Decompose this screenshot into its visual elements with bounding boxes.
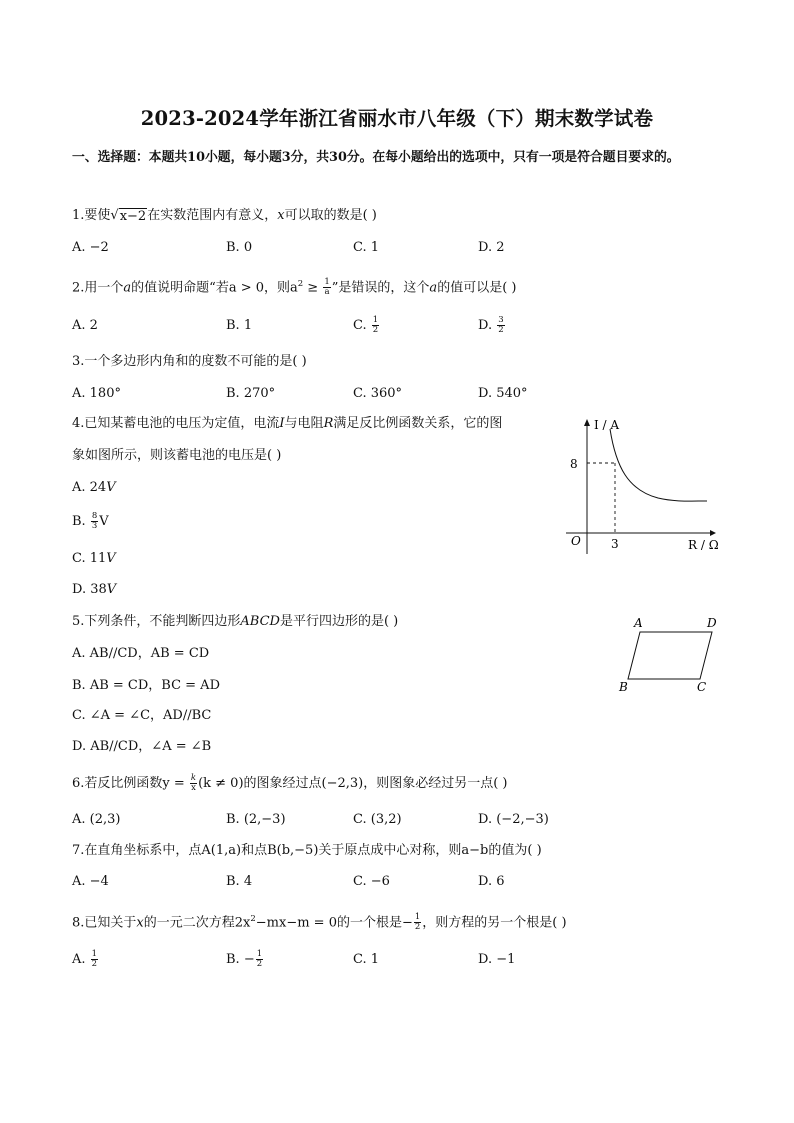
option-a[interactable]: A. 24V [72, 480, 116, 495]
option-b[interactable]: B. − $\frac{1}{2}$ [226, 949, 263, 969]
fraction: $\frac{1}{a}$ [324, 277, 330, 298]
page-title: 2023-2024学年浙江省丽水市八年级（下）期末数学试卷 [140, 107, 654, 130]
parallelogram-figure [612, 612, 732, 698]
question-4-line-2: 象如图所示，则该蓄电池的电压是( ) [72, 448, 282, 463]
section-heading: 一、选择题：本题共10小题，每小题3分，共30分。在每小题给出的选项中，只有一项是符合题目要求的。 [72, 150, 680, 165]
option-c[interactable]: C. 1 [353, 952, 380, 967]
option-b[interactable]: B. (2,−3) [226, 812, 286, 827]
question-1: 1.要使 √ x−2 在实数范围内有意义，x可以取的数是( ) [72, 207, 377, 224]
question-6-options [72, 810, 712, 830]
option-d[interactable]: D. 38V [72, 582, 117, 597]
origin-label: O [571, 534, 581, 548]
question-6: 6.若反比例函数y = $\frac{k}{x}$ (k ≠ 0)的图象经过点(−2,3)，则图象必经过另一点( ) [72, 773, 508, 793]
option-a[interactable]: A. 2 [72, 318, 98, 333]
question-3-options [72, 384, 712, 404]
fraction: $\frac{1}{2}$ [414, 912, 421, 933]
vertex-c: C [697, 680, 707, 694]
fraction: $\frac{k}{x}$ [190, 773, 197, 793]
option-c[interactable]: C. 1 [353, 240, 380, 255]
x-tick-label: 3 [611, 537, 619, 551]
option-d[interactable]: D. 540° [478, 386, 528, 401]
question-7: 7.在直角坐标系中，点A(1,a)和点B(b,−5)关于原点成中心对称，则a−b的值为( ) [72, 843, 542, 858]
option-c[interactable]: C. 11V [72, 551, 116, 566]
option-a[interactable]: A. −2 [72, 240, 109, 255]
option-c[interactable]: C. −6 [353, 874, 390, 889]
question-5: 5.下列条件，不能判断四边形ABCD是平行四边形的是( ) [72, 614, 399, 629]
option-c[interactable]: C. 360° [353, 386, 403, 401]
option-d[interactable]: D. 6 [478, 874, 505, 889]
inverse-curve [610, 429, 707, 501]
option-a[interactable]: A. $\frac{1}{2}$ [72, 949, 98, 969]
vertex-a: A [634, 616, 643, 630]
question-2: 2.用一个a的值说明命题“若a > 0，则$a^2$ ≥ $\frac{1}{a}$ ”是错误的，这个a的值可以是( ) [72, 277, 517, 298]
option-b[interactable]: B. $\frac{8}{3}$ V [72, 511, 109, 531]
parallelogram [628, 632, 712, 679]
option-d[interactable]: D. $\frac{3}{2}$ [478, 315, 504, 335]
x-axis-label: R / Ω [688, 538, 719, 552]
option-c[interactable]: C. $\frac{1}{2}$ [353, 315, 379, 335]
vertex-d: D [707, 616, 717, 630]
question-8: 8.已知关于x的一元二次方程$2x^2-mx-m = 0$的一个根是− $\frac{1}{2}$ ，则方程的另一个根是( ) [72, 912, 567, 933]
x-axis-arrow [710, 530, 716, 536]
option-b[interactable]: B. 270° [226, 386, 276, 401]
option-c[interactable]: C. ∠A = ∠C，AD//BC [72, 708, 212, 723]
y-tick-label: 8 [570, 457, 578, 471]
option-a[interactable]: A. (2,3) [72, 812, 121, 827]
option-d[interactable]: D. AB//CD，∠A = ∠B [72, 739, 212, 754]
option-c[interactable]: C. (3,2) [353, 812, 402, 827]
option-b[interactable]: B. 1 [226, 318, 253, 333]
y-axis-label: I / A [594, 418, 620, 432]
current-resistance-graph [560, 412, 730, 562]
option-d[interactable]: D. 2 [478, 240, 505, 255]
question-8-options [72, 950, 712, 970]
question-2-options [72, 316, 712, 336]
question-7-options [72, 872, 712, 892]
y-axis-arrow [584, 419, 590, 426]
option-b[interactable]: B. 4 [226, 874, 253, 889]
option-a[interactable]: A. AB//CD，AB = CD [72, 646, 210, 661]
option-b[interactable]: B. AB = CD，BC = AD [72, 678, 220, 693]
sqrt-symbol: √ x−2 [110, 207, 147, 224]
question-3: 3.一个多边形内角和的度数不可能的是( ) [72, 354, 307, 369]
option-d[interactable]: D. −1 [478, 952, 516, 967]
question-1-options [72, 238, 712, 258]
option-d[interactable]: D. (−2,−3) [478, 812, 549, 827]
option-b[interactable]: B. 0 [226, 240, 253, 255]
option-a[interactable]: A. −4 [72, 874, 109, 889]
question-4-line-1: 4.已知某蓄电池的电压为定值，电流I与电阻R满足反比例函数关系，它的图 [72, 416, 503, 431]
option-a[interactable]: A. 180° [72, 386, 121, 401]
vertex-b: B [619, 680, 628, 694]
